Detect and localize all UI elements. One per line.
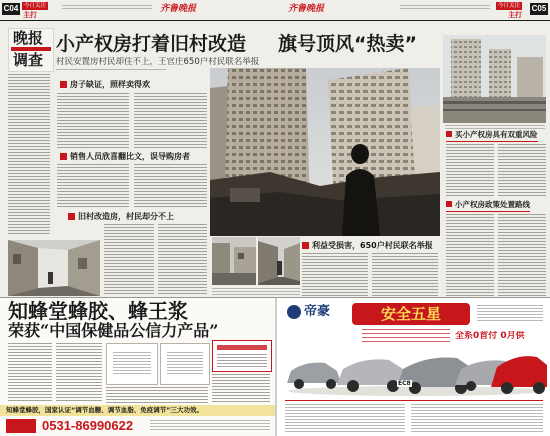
subheadline: 村民安置房村民却住不上，王官庄650户村民联名举报 — [56, 57, 260, 67]
ad-left-title-2: 荣获“中国保健品公信力产品” — [8, 322, 219, 340]
ad-right-dealer-text-1 — [285, 404, 405, 432]
promo-box-text — [217, 354, 267, 367]
feature-list — [362, 329, 450, 343]
section-bullet — [60, 81, 67, 88]
sidebar-heading-1 — [446, 130, 538, 142]
ad-left-text-column-2 — [56, 343, 102, 403]
sidebar-heading-2 — [446, 200, 530, 212]
safety-banner — [352, 303, 470, 325]
ad-right-dealer-text-2 — [411, 404, 543, 432]
section-bullet — [60, 153, 67, 160]
section-3-column-1 — [104, 224, 154, 296]
ad-car — [277, 298, 550, 436]
photo-street-1 — [212, 237, 256, 285]
section-heading-2 — [60, 152, 190, 162]
certificate-image-2 — [160, 343, 210, 385]
sidebar-2-column-2 — [498, 214, 546, 296]
certificate-image-1 — [106, 343, 158, 385]
kicker-red-strip — [11, 47, 51, 51]
section-2-column-1 — [57, 164, 129, 209]
header-dateline-right — [400, 5, 490, 9]
ad-left-address-text — [150, 420, 270, 432]
section-4-column-1 — [302, 253, 368, 296]
ad-health-product — [0, 298, 275, 436]
ad-left-phone: 0531-86990622 — [42, 418, 134, 433]
ad-right-offer: 全系0首付 0月供 — [455, 331, 525, 341]
ad-right-model-label: EC8 — [398, 380, 411, 387]
promo-box-heading-bar — [217, 345, 267, 350]
ad-left-footer-band — [0, 405, 275, 416]
section-bullet — [302, 242, 309, 249]
headline-part-2: 旗号顶风“热卖” — [278, 33, 417, 55]
ad-left-text-column-4 — [212, 374, 270, 402]
section-heading-2-text: 销售人员欣喜翻比文，误导购房者 — [70, 152, 190, 161]
section-bullet — [68, 213, 75, 220]
masthead-logo-left: 齐鲁晚报 — [160, 4, 197, 14]
photo-main-buildings — [210, 68, 440, 236]
section-heading-4-text: 利益受损害，650户村民联名举报 — [312, 241, 433, 250]
ad-left-text-column-3 — [106, 387, 208, 403]
section-2-column-2 — [134, 164, 207, 209]
car-lineup-image — [285, 345, 547, 397]
photo-alley — [8, 240, 100, 296]
sidebar-bullet — [446, 131, 452, 137]
brand-emblem-icon — [287, 305, 301, 319]
ad-left-text-column-1 — [8, 343, 52, 403]
sidebar-heading-1-text: 买小产权房具有双重风险 — [455, 130, 538, 139]
section-heading-3 — [68, 212, 174, 222]
header-dateline-left — [62, 5, 152, 9]
left-section-tag: 今日关注 — [24, 3, 47, 9]
small-photos-caption — [212, 288, 300, 295]
ad-left-brand-logo — [6, 419, 36, 433]
kicker-box — [8, 28, 54, 72]
kicker-line-1: 晚报 — [13, 30, 44, 46]
left-page-number: C04 — [3, 4, 19, 13]
photo-construction-site — [443, 35, 546, 123]
photo-street-2 — [258, 237, 300, 285]
kicker-line-2: 调查 — [13, 52, 44, 68]
section-1-column-1 — [57, 93, 129, 150]
sidebar-1-column-2 — [498, 144, 546, 196]
right-page-number: C05 — [531, 4, 547, 13]
byline — [56, 69, 166, 72]
sidebar-bullet — [446, 201, 452, 207]
sidebar-heading-2-text: 小产权房政策处置路线 — [455, 200, 530, 209]
ad-right-rule — [285, 400, 543, 401]
safety-banner-text: 安全五星 — [380, 305, 441, 323]
sidebar-2-column-1 — [446, 214, 494, 296]
section-4-column-2 — [372, 253, 438, 296]
section-1-column-2 — [134, 93, 207, 150]
ad-left-footer-text: 知蜂堂蜂胶，国家认证“调节血糖、调节血脂、免疫调节”三大功效。 — [6, 406, 204, 414]
right-section-tag: 今日关注 — [498, 3, 521, 9]
section-heading-3-text: 旧村改造房，村民却分不上 — [78, 212, 174, 221]
certificate-1-text — [113, 352, 151, 376]
left-sub-tag: 主打 — [23, 11, 37, 19]
ad-right-brand: 帝豪 — [304, 304, 331, 319]
certificate-2-text — [167, 352, 203, 376]
section-heading-1-text: 房子缺证，照样卖得欢 — [70, 80, 150, 89]
right-photo-caption — [445, 125, 545, 129]
left-narrow-column-text — [8, 74, 50, 236]
promo-box — [212, 340, 272, 372]
ad-left-title-1: 知蜂堂蜂胶、蜂王浆 — [8, 300, 188, 322]
masthead-logo-right: 齐鲁晚报 — [288, 4, 325, 14]
headline-part-1: 小产权房打着旧村改造 — [56, 33, 247, 55]
section-heading-1 — [60, 80, 150, 90]
section-3-column-2 — [158, 224, 207, 296]
right-sub-tag: 主打 — [508, 11, 522, 19]
ad-right-top-text — [477, 305, 543, 323]
section-heading-4 — [302, 241, 433, 251]
header-rule — [0, 20, 550, 21]
sidebar-1-column-1 — [446, 144, 494, 196]
